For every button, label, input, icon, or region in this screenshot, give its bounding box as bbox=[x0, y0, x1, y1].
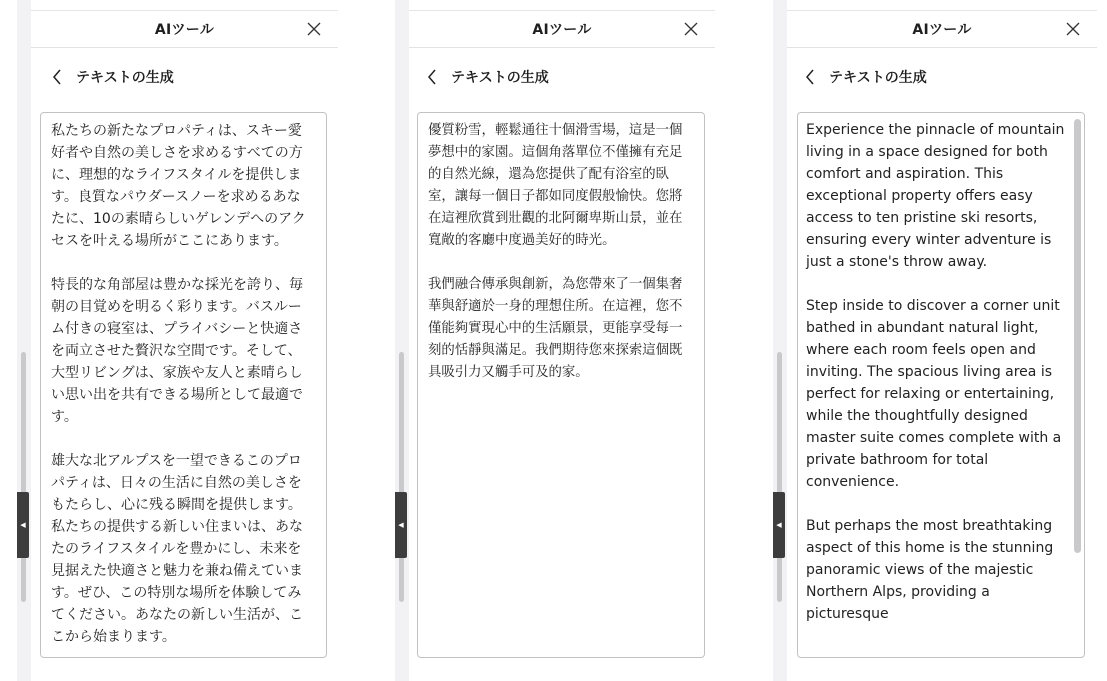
back-button[interactable] bbox=[421, 66, 443, 88]
panel-2-gutter-scroll-thumb[interactable] bbox=[399, 352, 404, 602]
generated-text bbox=[51, 120, 312, 658]
panel-2-gutter bbox=[395, 0, 409, 681]
panel-3-gutter-scroll-thumb[interactable] bbox=[777, 352, 782, 602]
text-paragraph: Step inside to discover a corner unit bathed in abundant natural light, where each room feels open and inviting. The spacious living area is perfect for relaxing or entertaining, while the thoughtfully designed master suite comes complete with a private bathroom for total convenience. bbox=[806, 298, 1062, 490]
panel-3 bbox=[787, 0, 1097, 681]
back-button[interactable] bbox=[799, 66, 821, 88]
caret-left-icon: ◀ bbox=[398, 521, 404, 529]
panel-title: AIツール bbox=[912, 22, 972, 38]
panel-header bbox=[787, 11, 1097, 48]
section-title: テキストの生成 bbox=[451, 70, 549, 86]
panel-3-gutter bbox=[773, 0, 787, 681]
caret-left-icon: ◀ bbox=[776, 521, 782, 529]
text-paragraph: But perhaps the most breathtaking aspect of this home is the stunning panoramic views of the majestic Northern Alps, providing a picturesque bbox=[806, 518, 1054, 622]
caret-left-icon: ◀ bbox=[20, 521, 26, 529]
subheader bbox=[46, 64, 174, 90]
close-button[interactable] bbox=[304, 19, 324, 39]
panel-1-collapse-tab[interactable] bbox=[17, 492, 29, 558]
panel-2 bbox=[409, 0, 715, 681]
generated-text-area[interactable] bbox=[797, 112, 1085, 658]
subheader bbox=[421, 64, 549, 90]
generated-text-area[interactable] bbox=[40, 112, 327, 658]
chevron-left-icon bbox=[805, 69, 815, 85]
text-paragraph: 特長的な角部屋は豊かな採光を誇り、毎朝の目覚めを明るく彩ります。バスルーム付きの寝室は、プライバシーと快適さを両立させた贅沢な空間です。そして、大型リビングは、家族や友人と素晴らしい思い出を共有できる場所として最適です。 bbox=[51, 277, 303, 425]
chevron-left-icon bbox=[427, 69, 437, 85]
panel-3-collapse-tab[interactable] bbox=[773, 492, 785, 558]
text-paragraph: 優質粉雪，輕鬆通往十個滑雪場，這是一個夢想中的家園。這個角落單位不僅擁有充足的自然光線，還為您提供了配有浴室的臥室，讓每一個日子都如同度假般愉快。您將在這裡欣賞到壯觀的北阿爾卑斯山景，並在寬敞的客廳中度過美好的時光。 bbox=[428, 123, 683, 248]
chevron-left-icon bbox=[52, 69, 62, 85]
generated-text bbox=[428, 120, 690, 406]
panel-header bbox=[409, 11, 715, 48]
close-icon bbox=[1066, 22, 1080, 36]
panel-title: AIツール bbox=[154, 22, 215, 38]
text-paragraph: 雄大な北アルプスを一望できるこのプロパティは、日々の生活に自然の美しさをもたらし、心に残る瞬間を提供します。私たちの提供する新しい住まいは、あなたのライフスタイルを豊かにし、未来を見据えた快適さと魅力を兼ね備えています。ぜひ、この特別な場所を体験してみてください。あなたの新しい生活が、ここから始まります。 bbox=[51, 453, 303, 645]
panel-header bbox=[31, 11, 338, 48]
panel-1-gutter bbox=[17, 0, 31, 681]
close-button[interactable] bbox=[681, 19, 701, 39]
subheader bbox=[799, 64, 927, 90]
generated-text bbox=[806, 119, 1068, 647]
close-icon bbox=[307, 22, 321, 36]
panel-1-gutter-scroll-thumb[interactable] bbox=[21, 352, 26, 602]
text-paragraph: 我們融合傳承與創新，為您帶來了一個集奢華與舒適於一身的理想住所。在這裡，您不僅能夠實現心中的生活願景，更能享受每一刻的恬靜與滿足。我們期待您來探索這個既具吸引力又觸手可及的家。 bbox=[428, 277, 683, 380]
text-area-scrollbar[interactable] bbox=[1074, 119, 1081, 553]
panel-2-collapse-tab[interactable] bbox=[395, 492, 407, 558]
text-paragraph: 私たちの新たなプロパティは、スキー愛好者や自然の美しさを求めるすべての方に、理想的なライフスタイルを提供します。良質なパウダースノーを求めるあなたに、10の素晴らしいゲレンデへのアクセスを叶える場所がここにあります。 bbox=[51, 123, 306, 249]
close-icon bbox=[684, 22, 698, 36]
generated-text-area[interactable] bbox=[417, 112, 705, 658]
back-button[interactable] bbox=[46, 66, 68, 88]
close-button[interactable] bbox=[1063, 19, 1083, 39]
text-paragraph: Experience the pinnacle of mountain living in a space designed for both comfort and aspiration. This exceptional property offers easy access to ten pristine ski resorts, ensuring every winter adventure is just a stone's throw away. bbox=[806, 122, 1065, 270]
section-title: テキストの生成 bbox=[76, 70, 174, 86]
panel-title: AIツール bbox=[532, 22, 592, 38]
panel-1 bbox=[31, 0, 338, 681]
section-title: テキストの生成 bbox=[829, 70, 927, 86]
